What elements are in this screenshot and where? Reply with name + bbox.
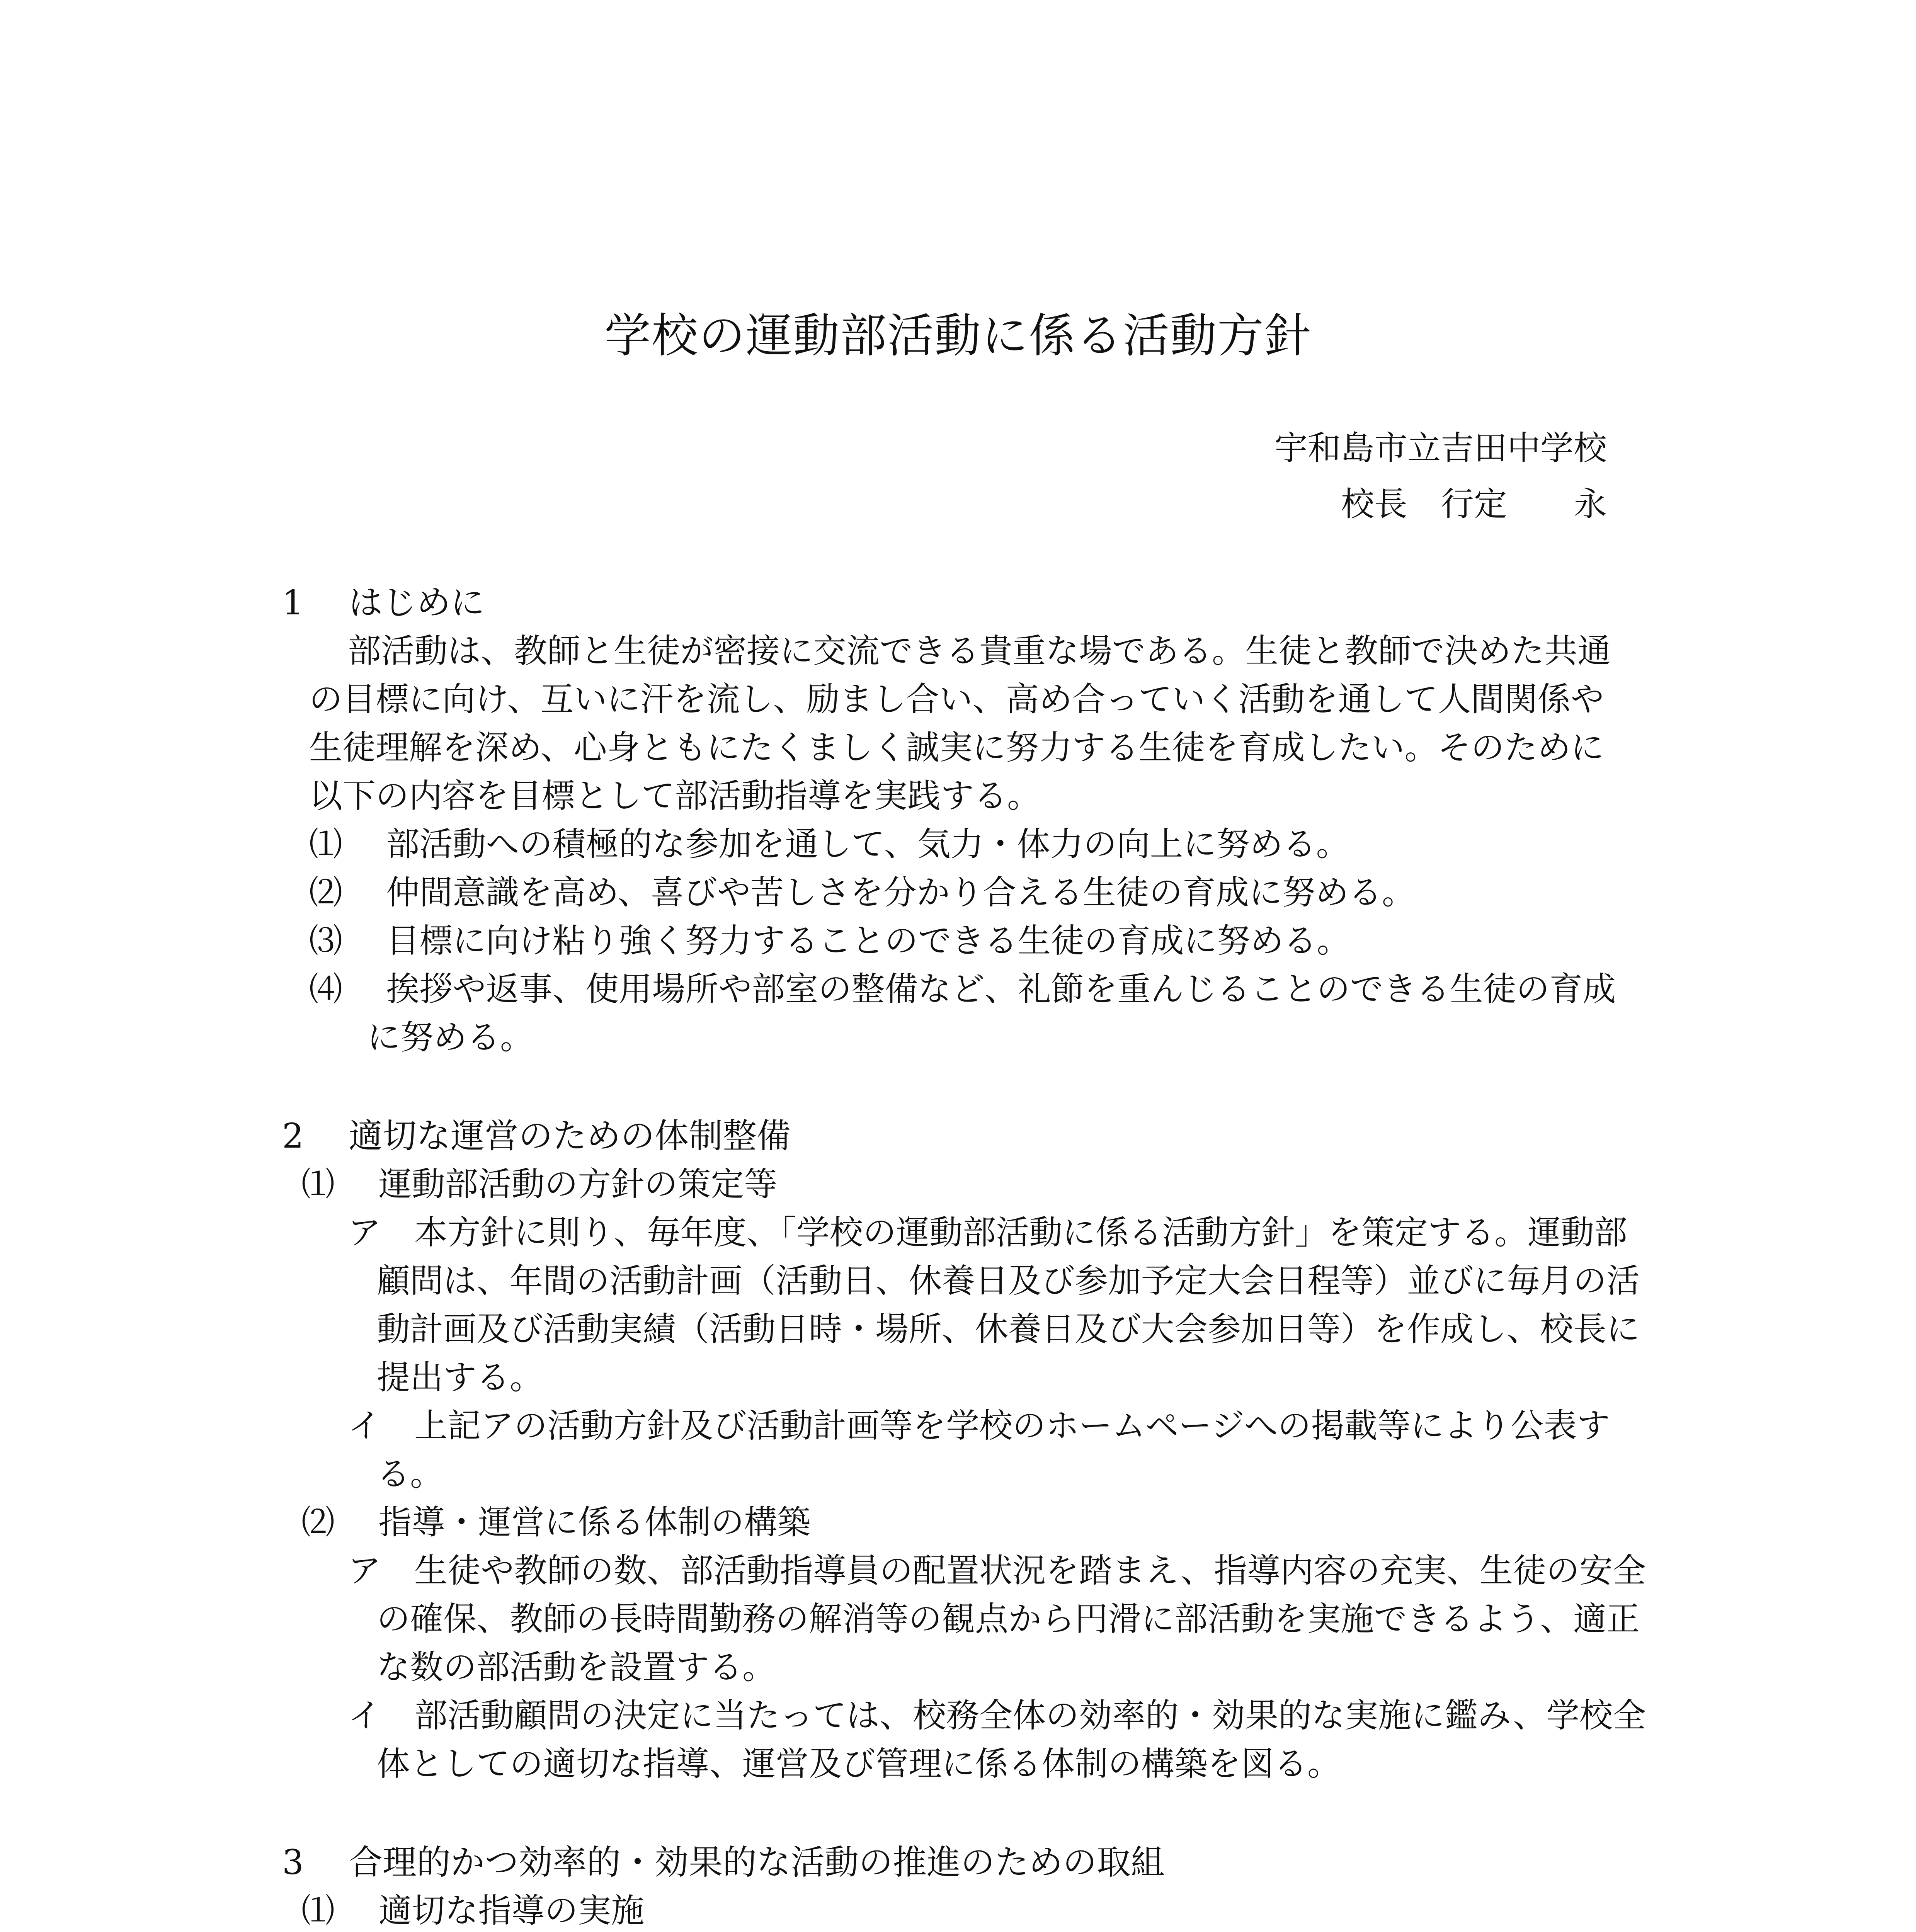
section-2-subheading-1: ⑴ 運動部活動の方針の策定等 — [301, 1165, 778, 1204]
section-2-1-line: る。 — [377, 1455, 443, 1493]
document-title: 学校の運動部活動に係る活動方針 — [604, 309, 1312, 363]
section-3-subheading-1: ⑴ 適切な指導の実施 — [301, 1891, 645, 1930]
section-1-paragraph-line: 生徒理解を深め、心身ともにたくましく誠実に努力する生徒を育成したい。そのために — [309, 728, 1604, 767]
principal-name: 校長 行定 永 — [1341, 485, 1607, 524]
section-2-1-line: 提出する。 — [377, 1358, 543, 1397]
section-1-paragraph-line: 以下の内容を目標として部活動指導を実践する。 — [309, 777, 1040, 815]
section-1-goal-item: ⑵ 仲間意識を高め、喜びや苦しさを分かり合える生徒の育成に努める。 — [309, 873, 1415, 912]
section-1-paragraph-line: 部活動は、教師と生徒が密接に交流できる貴重な場である。生徒と教師で決めた共通 — [348, 632, 1611, 670]
section-2-1-line: ア 本方針に則り、毎年度、「学校の運動部活動に係る活動方針」を策定する。運動部 — [348, 1213, 1627, 1252]
section-2-1-line: 動計画及び活動実績（活動日時・場所、休養日及び大会参加日等）を作成し、校長に — [377, 1310, 1640, 1349]
section-1-heading: 1 はじめに — [282, 583, 485, 622]
section-2-subheading-2: ⑵ 指導・運営に係る体制の構築 — [301, 1503, 811, 1542]
section-2-2-line: な数の部活動を設置する。 — [377, 1648, 776, 1687]
section-2-1-line: 顧問は、年間の活動計画（活動日、休養日及び参加予定大会日程等）並びに毎月の活 — [377, 1262, 1640, 1300]
section-2-2-line: 体としての適切な指導、運営及び管理に係る体制の構築を図る。 — [377, 1745, 1341, 1783]
section-1-goal-item-continued: に努める。 — [367, 1018, 533, 1057]
section-1-paragraph-line: の目標に向け、互いに汗を流し、励まし合い、高め合っていく活動を通して人間関係や — [309, 680, 1604, 719]
section-3-heading: 3 合理的かつ効率的・効果的な活動の推進のための取組 — [282, 1842, 1165, 1882]
section-2-2-line: ア 生徒や教師の数、部活動指導員の配置状況を踏まえ、指導内容の充実、生徒の安全 — [348, 1551, 1646, 1590]
section-1-goal-item: ⑴ 部活動への積極的な参加を通して、気力・体力の向上に努める。 — [309, 825, 1349, 864]
section-2-2-line: の確保、教師の長時間勤務の解消等の観点から円滑に部活動を実施できるよう、適正 — [377, 1600, 1640, 1638]
section-2-2-line: イ 部活動顧問の決定に当たっては、校務全体の効率的・効果的な実施に鑑み、学校全 — [348, 1696, 1646, 1735]
school-name: 宇和島市立吉田中学校 — [1274, 429, 1607, 468]
section-1-goal-item: ⑶ 目標に向け粘り強く努力することのできる生徒の育成に努める。 — [309, 922, 1350, 960]
section-1-goal-item: ⑷ 挨拶や返事、使用場所や部室の整備など、礼節を重んじることのできる生徒の育成 — [309, 970, 1616, 1009]
section-2-1-line: イ 上記アの活動方針及び活動計画等を学校のホームページへの掲載等により公表す — [348, 1406, 1610, 1445]
section-2-heading: 2 適切な運営のための体制整備 — [282, 1116, 791, 1156]
